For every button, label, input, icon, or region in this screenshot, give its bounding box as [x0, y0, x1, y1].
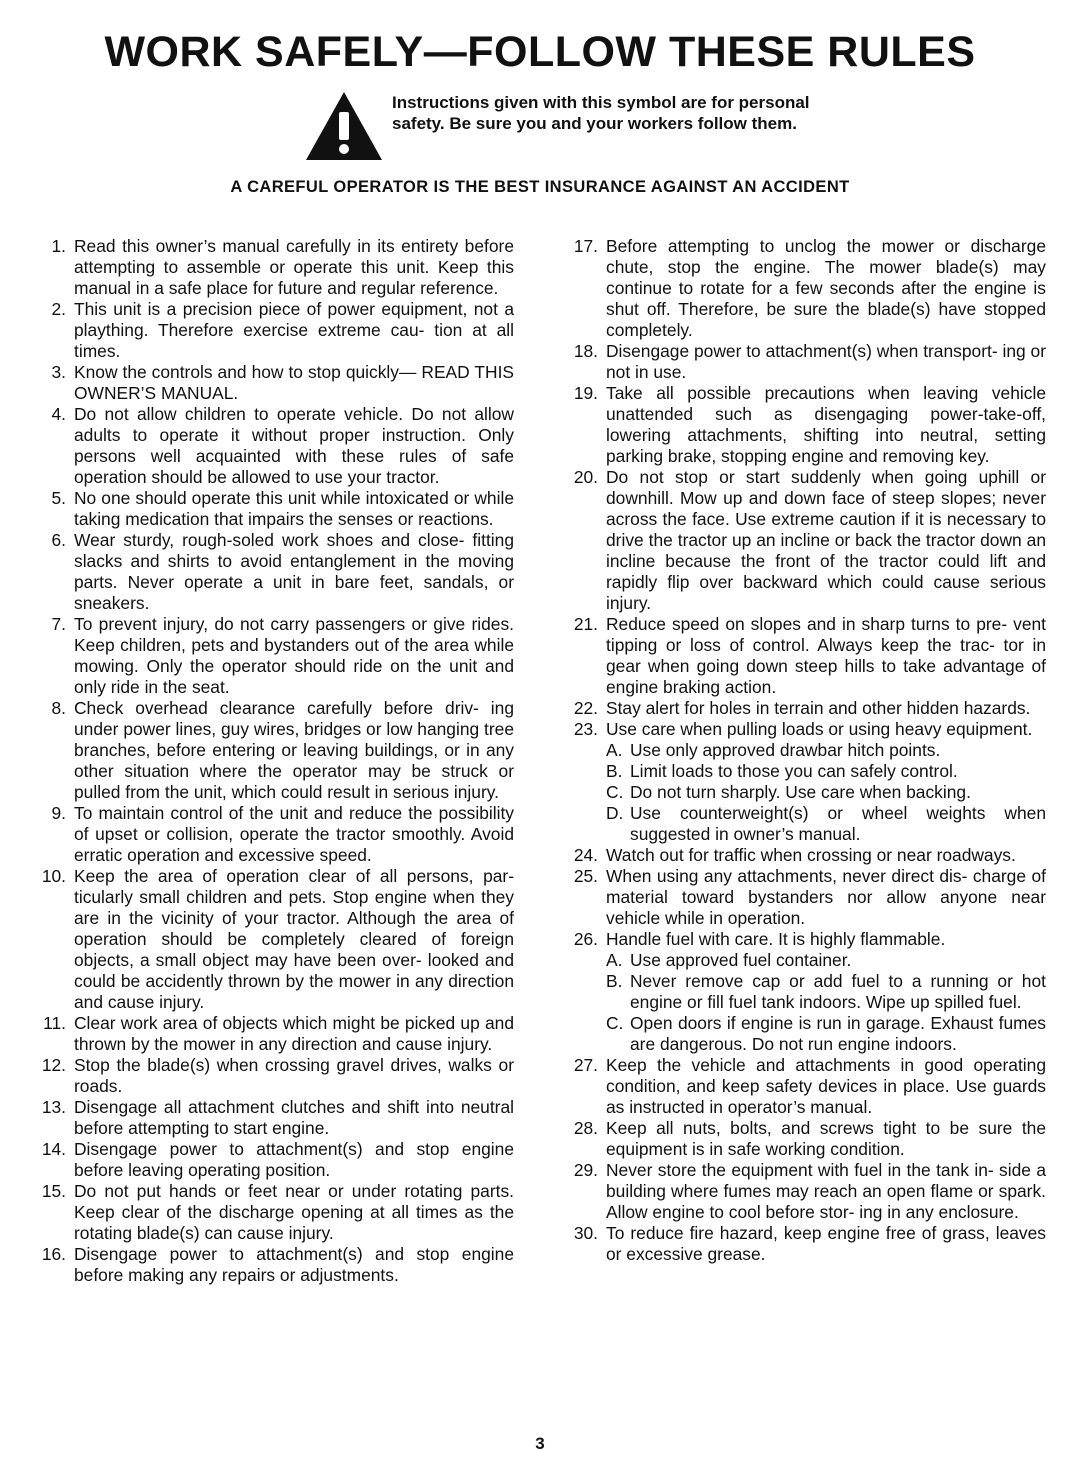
rule-number: 25. [573, 866, 598, 886]
rule-item [28, 1139, 514, 1181]
rule-item [560, 236, 1046, 341]
rule-number: 22. [573, 698, 598, 718]
subitem-text: Limit loads to those you can safely control. [630, 761, 958, 781]
subitem-text: Use counterweight(s) or wheel weights when suggested in owner’s manual. [630, 803, 1046, 844]
rule-item [28, 866, 514, 1013]
rule-text: Watch out for traffic when crossing or near roadways. [606, 845, 1016, 865]
rule-text: Keep the vehicle and attachments in good operating condition, and keep safety devices in place. Use guards as instructed in operator’s manual. [606, 1055, 1046, 1117]
rule-number: 23. [573, 719, 598, 739]
subitem-text: Use approved fuel container. [630, 950, 852, 970]
rules-list-right [560, 236, 1046, 1265]
rule-number: 12. [41, 1055, 66, 1075]
subitem-text: Open doors if engine is run in garage. Exhaust fumes are dangerous. Do not run engine indoors. [630, 1013, 1046, 1054]
rule-item [28, 1013, 514, 1055]
subitem-letter: A. [606, 950, 623, 970]
rule-text: Reduce speed on slopes and in sharp turns to pre- vent tipping or loss of control. Always keep the trac- tor in gear when going down steep hills to take advantage of engine braking action. [606, 614, 1046, 697]
rule-item [560, 1160, 1046, 1223]
rule-number: 4. [51, 404, 66, 424]
rule-text: Keep the area of operation clear of all persons, par- ticularly small children and pets. Stop engine when they are in the vicinity of your tractor. Although the area of operation should be completely cleared of foreign objects, a small object may have been over- looked and could be accidently thrown by the mower in any direction and cause injury. [74, 866, 514, 1012]
rule-subitem [606, 950, 1046, 971]
rule-number: 17. [573, 236, 598, 256]
rule-text: Do not allow children to operate vehicle. Do not allow adults to operate it without proper instruction. Only persons well acquainted with these rules of safe operation should be allowed to use your tractor. [74, 404, 514, 487]
rule-number: 8. [51, 698, 66, 718]
subitem-text: Use only approved drawbar hitch points. [630, 740, 941, 760]
rule-item [560, 845, 1046, 866]
rule-item [560, 1223, 1046, 1265]
rule-number: 7. [51, 614, 66, 634]
rule-number: 28. [573, 1118, 598, 1138]
rule-item [28, 488, 514, 530]
rule-number: 1. [51, 236, 66, 256]
rule-text: Know the controls and how to stop quickly— READ THIS OWNER’S MANUAL. [74, 362, 514, 403]
rule-text: Disengage power to attachment(s) when transport- ing or not in use. [606, 341, 1046, 382]
rule-text: To reduce fire hazard, keep engine free of grass, leaves or excessive grease. [606, 1223, 1046, 1264]
section-heading: A CAREFUL OPERATOR IS THE BEST INSURANCE AGAINST AN ACCIDENT [230, 178, 850, 196]
rule-number: 6. [51, 530, 66, 550]
rule-text: Stay alert for holes in terrain and other hidden hazards. [606, 698, 1031, 718]
subitem-text: Never remove cap or add fuel to a running or hot engine or fill fuel tank indoors. Wipe up spilled fuel. [630, 971, 1046, 1012]
rule-subitem [606, 761, 1046, 782]
rule-text: Use care when pulling loads or using heavy equipment. [606, 719, 1033, 739]
rule-item [560, 383, 1046, 467]
rule-number: 30. [573, 1223, 598, 1243]
rule-item [28, 236, 514, 299]
subitem-letter: B. [606, 761, 623, 781]
rule-text: Wear sturdy, rough-soled work shoes and close- fitting slacks and shirts to avoid entanglement in the moving parts. Never operate a unit in bare feet, sandals, or sneakers. [74, 530, 514, 613]
rule-number: 13. [41, 1097, 66, 1117]
rule-number: 24. [573, 845, 598, 865]
rule-number: 10. [41, 866, 66, 886]
rule-number: 5. [51, 488, 66, 508]
rule-number: 9. [51, 803, 66, 823]
rule-number: 26. [573, 929, 598, 949]
rule-text: Check overhead clearance carefully before driv- ing under power lines, guy wires, bridges or low hanging tree branches, before entering or leaving buildings, or in any other situation where the operator may be struck or pulled from the unit, which could result in serious injury. [74, 698, 514, 802]
rule-text: This unit is a precision piece of power equipment, not a plaything. Therefore exercise extreme cau- tion at all times. [74, 299, 514, 361]
subitem-letter: D. [606, 803, 624, 823]
rule-subitem [606, 971, 1046, 1013]
rule-item [560, 719, 1046, 845]
rule-text: No one should operate this unit while intoxicated or while taking medication that impairs the senses or reactions. [74, 488, 514, 529]
rule-text: Handle fuel with care. It is highly flammable. [606, 929, 946, 949]
rules-list-left [28, 236, 514, 1286]
rule-number: 19. [573, 383, 598, 403]
rule-text: Disengage power to attachment(s) and stop engine before making any repairs or adjustments. [74, 1244, 514, 1285]
subitem-text: Do not turn sharply. Use care when backing. [630, 782, 971, 802]
rule-text: Before attempting to unclog the mower or discharge chute, stop the engine. The mower blade(s) may continue to rotate for a few seconds after the engine is shut off. Therefore, be sure the blade(s) have stopped completely. [606, 236, 1046, 340]
rule-text: Take all possible precautions when leaving vehicle unattended such as disengaging power-take-off, lowering attachments, shifting into neutral, setting parking brake, stopping engine and removing key. [606, 383, 1046, 466]
rule-number: 2. [51, 299, 66, 319]
rule-item [28, 614, 514, 698]
rule-sublist [606, 740, 1046, 845]
rule-item [28, 530, 514, 614]
safety-notice [304, 90, 864, 160]
rule-item [28, 698, 514, 803]
rule-item [560, 341, 1046, 383]
rule-item [28, 1181, 514, 1244]
rule-number: 14. [41, 1139, 66, 1159]
rule-text: Stop the blade(s) when crossing gravel drives, walks or roads. [74, 1055, 514, 1096]
rule-item [28, 404, 514, 488]
rule-item [560, 467, 1046, 614]
subitem-letter: A. [606, 740, 623, 760]
rule-text: When using any attachments, never direct dis- charge of material toward bystanders nor allow anyone near vehicle while in operation. [606, 866, 1046, 928]
rule-number: 20. [573, 467, 598, 487]
rule-text: To maintain control of the unit and reduce the possibility of upset or collision, operate the tractor smoothly. Avoid erratic operation and excessive speed. [74, 803, 514, 865]
rule-number: 15. [41, 1181, 66, 1201]
rule-number: 21. [573, 614, 598, 634]
rule-item [28, 299, 514, 362]
rule-number: 18. [573, 341, 598, 361]
rule-item [28, 803, 514, 866]
subitem-letter: C. [606, 782, 624, 802]
rule-item [560, 866, 1046, 929]
rule-item [560, 929, 1046, 1055]
rule-item [28, 1244, 514, 1286]
rule-item [560, 614, 1046, 698]
subitem-letter: C. [606, 1013, 624, 1033]
rule-text: Clear work area of objects which might be picked up and thrown by the mower in any direction and cause injury. [74, 1013, 514, 1054]
rule-text: To prevent injury, do not carry passengers or give rides. Keep children, pets and bystanders out of the area while mowing. Only the operator should ride on the unit and only ride in the seat. [74, 614, 514, 697]
rule-text: Do not stop or start suddenly when going uphill or downhill. Mow up and down face of steep slopes; never across the face. Use extreme caution if it is necessary to drive the tractor up an incline or back the tractor down an incline because the front of the tractor could lift and rapidly flip over backward which could cause serious injury. [606, 467, 1046, 613]
rule-text: Disengage power to attachment(s) and stop engine before leaving operating position. [74, 1139, 514, 1180]
rule-number: 3. [51, 362, 66, 382]
rule-subitem [606, 782, 1046, 803]
rule-text: Do not put hands or feet near or under rotating parts. Keep clear of the discharge opening at all times as the rotating blade(s) can cause injury. [74, 1181, 514, 1243]
page-title: WORK SAFELY—FOLLOW THESE RULES [104, 28, 976, 76]
rule-text: Read this owner’s manual carefully in its entirety before attempting to assemble or operate this unit. Keep this manual in a safe place for future and regular reference. [74, 236, 514, 298]
rule-number: 27. [573, 1055, 598, 1075]
rule-number: 11. [43, 1013, 66, 1033]
rule-item [28, 362, 514, 404]
rule-text: Never store the equipment with fuel in the tank in- side a building where fumes may reach an open flame or spark. Allow engine to cool before stor- ing in any enclosure. [606, 1160, 1046, 1222]
subitem-letter: B. [606, 971, 623, 991]
rule-item [28, 1055, 514, 1097]
rule-text: Keep all nuts, bolts, and screws tight to be sure the equipment is in safe working condition. [606, 1118, 1046, 1159]
rule-subitem [606, 803, 1046, 845]
rule-sublist [606, 950, 1046, 1055]
rule-item [560, 1118, 1046, 1160]
rule-number: 29. [573, 1160, 598, 1180]
rule-item [28, 1097, 514, 1139]
rule-item [560, 698, 1046, 719]
rule-number: 16. [41, 1244, 66, 1264]
rule-text: Disengage all attachment clutches and shift into neutral before attempting to start engine. [74, 1097, 514, 1138]
rule-subitem [606, 740, 1046, 761]
rule-item [560, 1055, 1046, 1118]
safety-notice-text: Instructions given with this symbol are for personal safety. Be sure you and your workers follow them. [392, 93, 810, 133]
page-number: 3 [535, 1434, 545, 1453]
rule-subitem [606, 1013, 1046, 1055]
warning-triangle-icon [304, 90, 384, 162]
